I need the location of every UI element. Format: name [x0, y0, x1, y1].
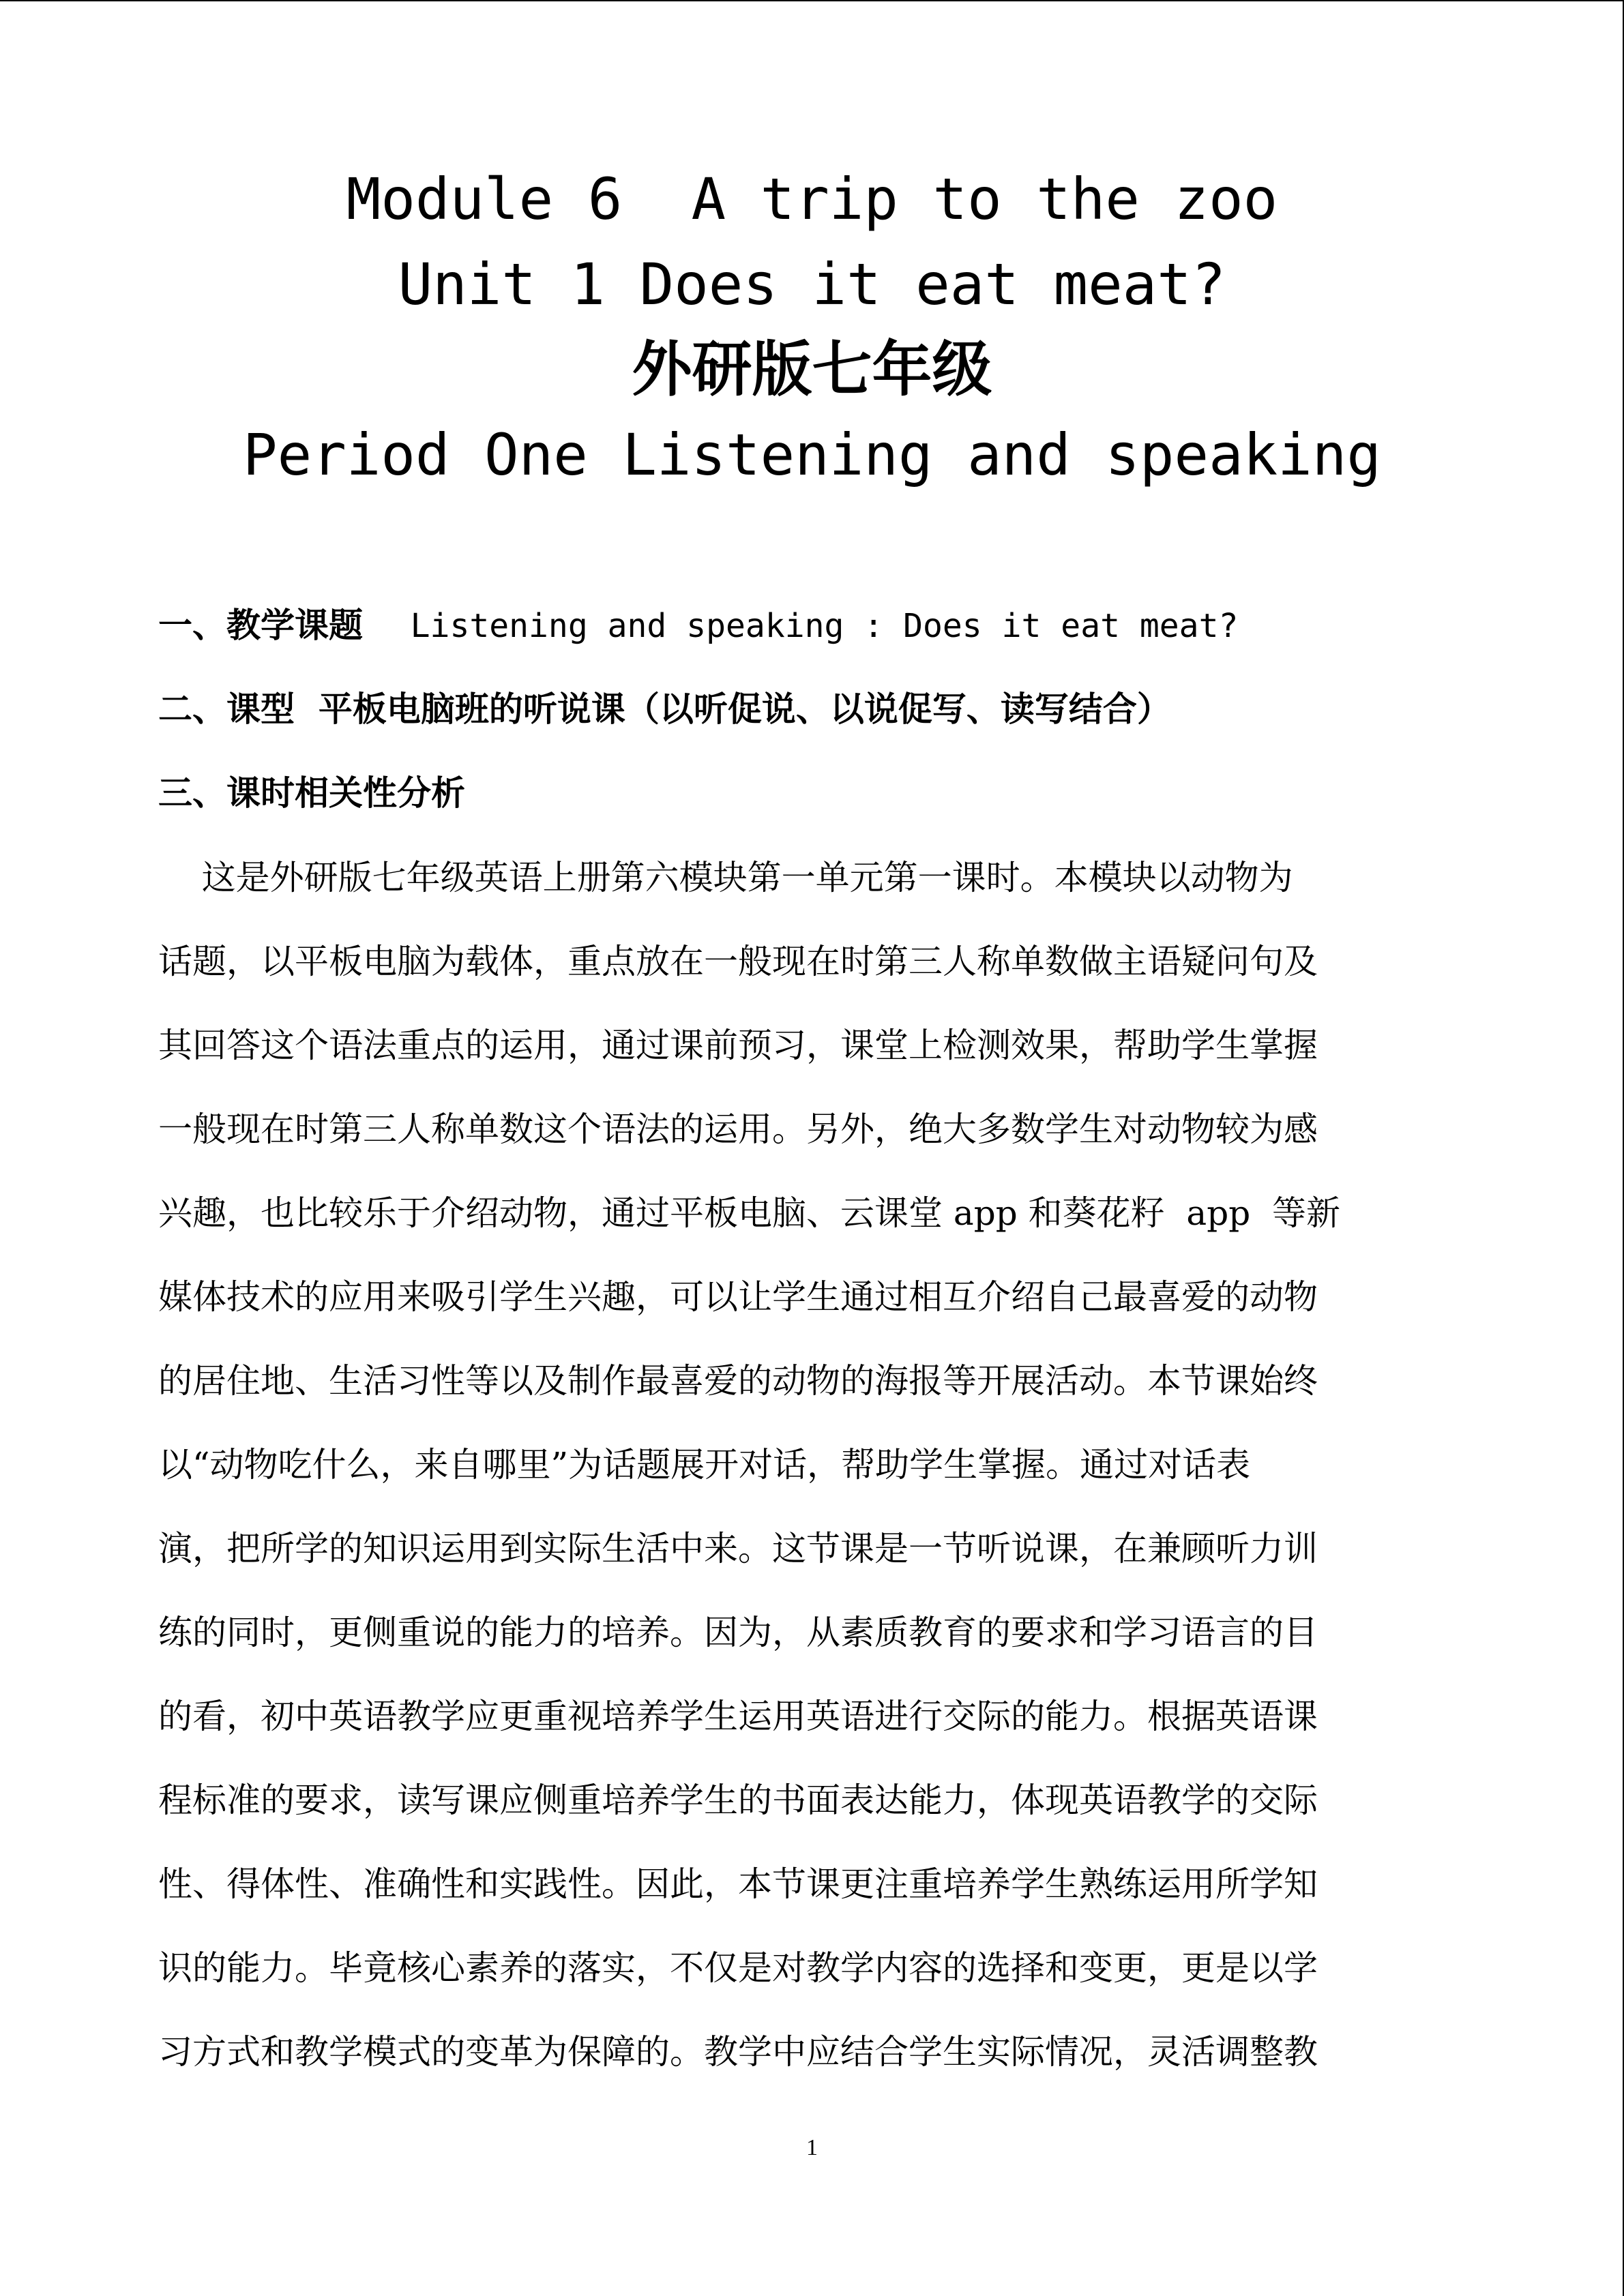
paragraph-line: 一般现在时第三人称单数这个语法的运用。另外，绝大多数学生对动物较为感	[158, 1109, 1318, 1149]
section-detail-topic: Listening and speaking : Does it eat meat?	[410, 607, 1239, 645]
title-period: Period One Listening and speaking	[243, 421, 1381, 488]
section-label-lesson-type: 二、课型	[158, 689, 295, 729]
paragraph-line: 的看，初中英语教学应更重视培养学生运用英语进行交际的能力。根据英语课	[158, 1697, 1318, 1736]
title-module: Module 6 A trip to the zoo	[346, 166, 1278, 233]
section-heading-lesson-type	[158, 685, 1488, 733]
paragraph-line: 程标准的要求，读写课应侧重培养学生的书面表达能力，体现英语教学的交际	[158, 1780, 1318, 1820]
section-label-topic: 一、教学课题	[158, 605, 363, 645]
section-detail-lesson-type: 平板电脑班的听说课（以听促说、以说促写、读写结合）	[318, 689, 1171, 729]
paragraph-line: 兴趣，也比较乐于介绍动物，通过平板电脑、云课堂 app 和葵花籽 app 等新	[158, 1193, 1341, 1233]
section-heading-analysis	[158, 769, 1488, 817]
paragraph-line: 练的同时，更侧重说的能力的培养。因为，从素质教育的要求和学习语言的目	[158, 1613, 1318, 1652]
paragraph-line: 话题，以平板电脑为载体，重点放在一般现在时第三人称单数做主语疑问句及	[158, 942, 1318, 981]
paragraph-line: 演，把所学的知识运用到实际生活中来。这节课是一节听说课，在兼顾听力训	[158, 1529, 1318, 1568]
paragraph-line: 习方式和教学模式的变革为保障的。教学中应结合学生实际情况，灵活调整教	[158, 2032, 1318, 2072]
page-number: 1	[806, 2135, 818, 2160]
paragraph-line: 识的能力。毕竟核心素养的落实，不仅是对教学内容的选择和变更，更是以学	[158, 1948, 1318, 1988]
paragraph-line: 媒体技术的应用来吸引学生兴趣，可以让学生通过相互介绍自己最喜爱的动物	[158, 1277, 1318, 1317]
section-heading-topic	[158, 601, 1488, 650]
paragraph-line: 的居住地、生活习性等以及制作最喜爱的动物的海报等开展活动。本节课始终	[158, 1361, 1318, 1401]
paragraph-line: 其回答这个语法重点的运用，通过课前预习，课堂上检测效果，帮助学生掌握	[158, 1026, 1318, 1065]
paragraph-line: 这是外研版七年级英语上册第六模块第一单元第一课时。本模块以动物为	[158, 858, 1293, 897]
paragraph-line: 性、得体性、准确性和实践性。因此，本节课更注重培养学生熟练运用所学知	[158, 1864, 1318, 1904]
section-label-analysis: 三、课时相关性分析	[158, 773, 465, 813]
title-grade: 外研版七年级	[632, 334, 992, 404]
paragraph-line: 以“动物吃什么，来自哪里”为话题展开对话，帮助学生掌握。通过对话表	[158, 1445, 1251, 1485]
title-unit: Unit 1 Does it eat meat?	[398, 251, 1226, 318]
